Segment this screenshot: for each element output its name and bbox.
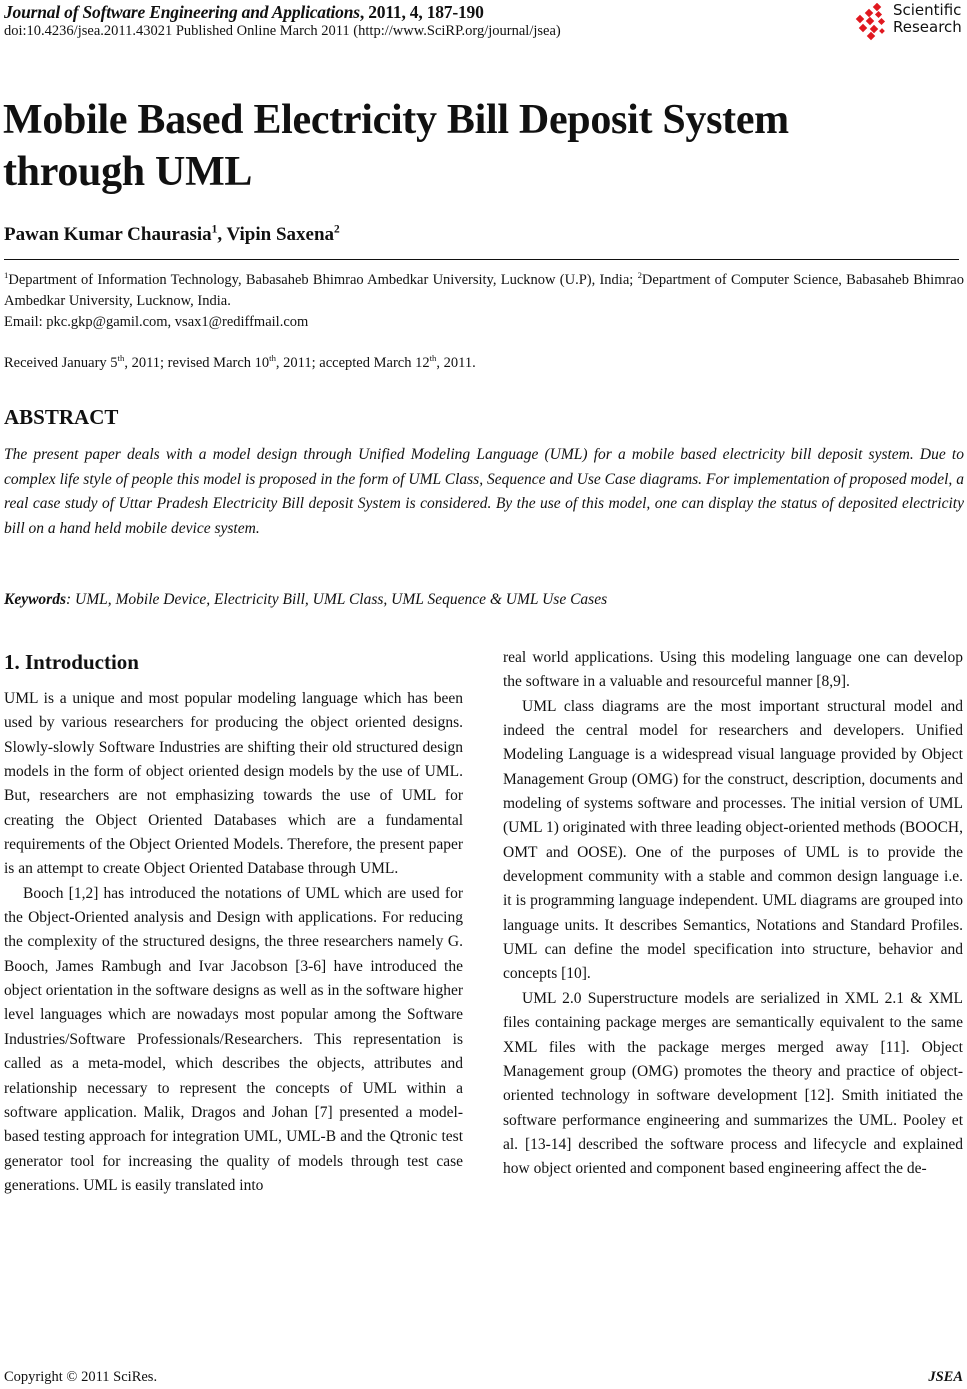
- doi-line: doi:10.4236/jsea.2011.43021 Published Online March 2011 (http://www.SciRP.org/journal/jsea): [4, 23, 561, 39]
- date-sup: th: [269, 353, 276, 364]
- affil-sup: 2: [637, 270, 642, 281]
- email-line: Email: pkc.gkp@gamil.com, vsax1@rediffmail.com: [4, 314, 309, 330]
- journal-issue: , 2011, 4, 187-190: [359, 2, 484, 22]
- received-text: Received January 5: [4, 355, 118, 371]
- journal-citation: [4, 2, 484, 23]
- received-dates: [4, 355, 476, 372]
- abstract-body: The present paper deals with a model design through Unified Modeling Language (UML) for a mobile based electricity bill deposit system. Due to complex life style of people this model is proposed in the form of UML Class, Sequence and Use Case diagrams. For implementation of proposed model, a real case study of Uttar Pradesh Electricity Bill deposit System is considered. By the use of this model, one can display the status of deposited electricity bill on a hand held mobile device system.: [4, 446, 964, 537]
- logo-line-1: Scientific: [893, 1, 962, 19]
- paper-title: [3, 94, 789, 198]
- title-line-2: through UML: [3, 149, 253, 195]
- date-end: , 2011.: [436, 355, 476, 371]
- keywords-line: [4, 591, 607, 609]
- paragraph: UML is a unique and most popular modeling language which has been used by various researchers for producing the object oriented designs. Slowly-slowly Software Industries are shifting their old structured design models in the form of object oriented design models by the use of UML. But, researchers are not emphasizing towards the use of UML for creating the Object Oriented Databases which are a fundamental requirements of the Object Oriented Models. Therefore, the present paper is an attempt to create Object Oriented Database through UML.: [4, 690, 463, 878]
- copyright-footer: Copyright © 2011 SciRes.: [4, 1369, 158, 1385]
- affil-text-2: Department of Computer Science, Babasaheb Bhimrao Ambedkar University, Lucknow, India.: [4, 272, 964, 309]
- red-diamond-cluster-icon: [850, 3, 890, 41]
- journal-abbrev-footer: JSEA: [928, 1369, 963, 1385]
- section-heading-introduction: 1. Introduction: [4, 650, 139, 674]
- title-line-1: Mobile Based Electricity Bill Deposit System: [3, 97, 789, 143]
- logo-line-2: Research: [893, 18, 962, 36]
- author-name: Pawan Kumar Chaurasia: [4, 224, 212, 245]
- left-column: [4, 687, 463, 1198]
- author-sup: 1: [211, 223, 218, 236]
- author-sup: 2: [334, 223, 340, 236]
- revised-text: , 2011; revised March 10: [124, 355, 270, 371]
- right-column: [503, 646, 963, 1182]
- author-list: Pawan Kumar Chaurasia$^1$, Vipin Saxena$^2$: [4, 223, 340, 245]
- date-sup: th: [117, 353, 125, 364]
- author-name: Vipin Saxena: [226, 224, 335, 245]
- affiliations: [4, 270, 964, 333]
- paragraph: real world applications. Using this modeling language one can develop the software in a valuable and resourceful manner [8,9].: [503, 649, 963, 691]
- affil-text-1: Department of Information Technology, Babasaheb Bhimrao Ambedkar University, Lucknow (U.P), India;: [8, 272, 638, 288]
- abstract-heading: ABSTRACT: [4, 405, 119, 429]
- affil-sup: 1: [4, 270, 9, 281]
- paragraph: UML 2.0 Superstructure models are serialized in XML 2.1 & XML files containing package merges are semantically equivalent to the same XML files with the package merges merged away [11]. Object Management group (OMG) promotes the theory and practice of object-oriented technology in software development [12]. Smith initiated the software performance engineering and summarizes the UML. Pooley et al. [13-14] described the software process and lifecycle and explained how object oriented and component based engineering affect the de-: [503, 989, 963, 1178]
- paragraph: UML class diagrams are the most important structural model and indeed the central model for researchers and developers. Unified Modeling Language is a widespread visual language provided by Object Management Group (OMG) for the construct, description, documents and modeling of systems software and processes. The initial version of UML (UML 1) originated with three leading object-oriented methods (BOOCH, OMT and OOSE). One of the purposes of UML is to provide the development community with a stable and common design language i.e. it is programming language independent. UML diagrams are grouped into language units. It describes Semantics, Notations and Standard Profiles. UML can define the model specification into structure, behavior and concepts [10].: [503, 697, 963, 983]
- paragraph: Booch [1,2] has introduced the notations of UML which are used for the Object-Oriented analysis and Design with applications. For reducing the complexity of the structured designs, the three researchers namely G. Booch, James Rambugh and Ivar Jacobson [3-6] have introduced the object orientation in the software designs as well as in the software higher level languages which are nowadays most popular among the Software Industries/Software Professionals/Researchers. This representation is called as a meta-model, which describes the objects, attributes and relationship necessary to represent the concepts of UML within a software application. Malik, Dragos and Johan [7] presented a model-based testing approach for integration UML, UML-B and the Qtronic test generator tool for increasing the quality of models through test case generations. UML is easily translated into: [4, 884, 463, 1194]
- journal-name: Journal of Software Engineering and Applications: [4, 2, 360, 22]
- accepted-text: , 2011; accepted March 12: [275, 355, 430, 371]
- title-divider: [4, 259, 959, 260]
- keywords-text: : UML, Mobile Device, Electricity Bill, UML Class, UML Sequence & UML Use Cases: [66, 591, 608, 608]
- keywords-label: Keywords: [4, 591, 66, 608]
- date-sup: th: [429, 353, 437, 364]
- scientific-research-logo: [850, 2, 967, 42]
